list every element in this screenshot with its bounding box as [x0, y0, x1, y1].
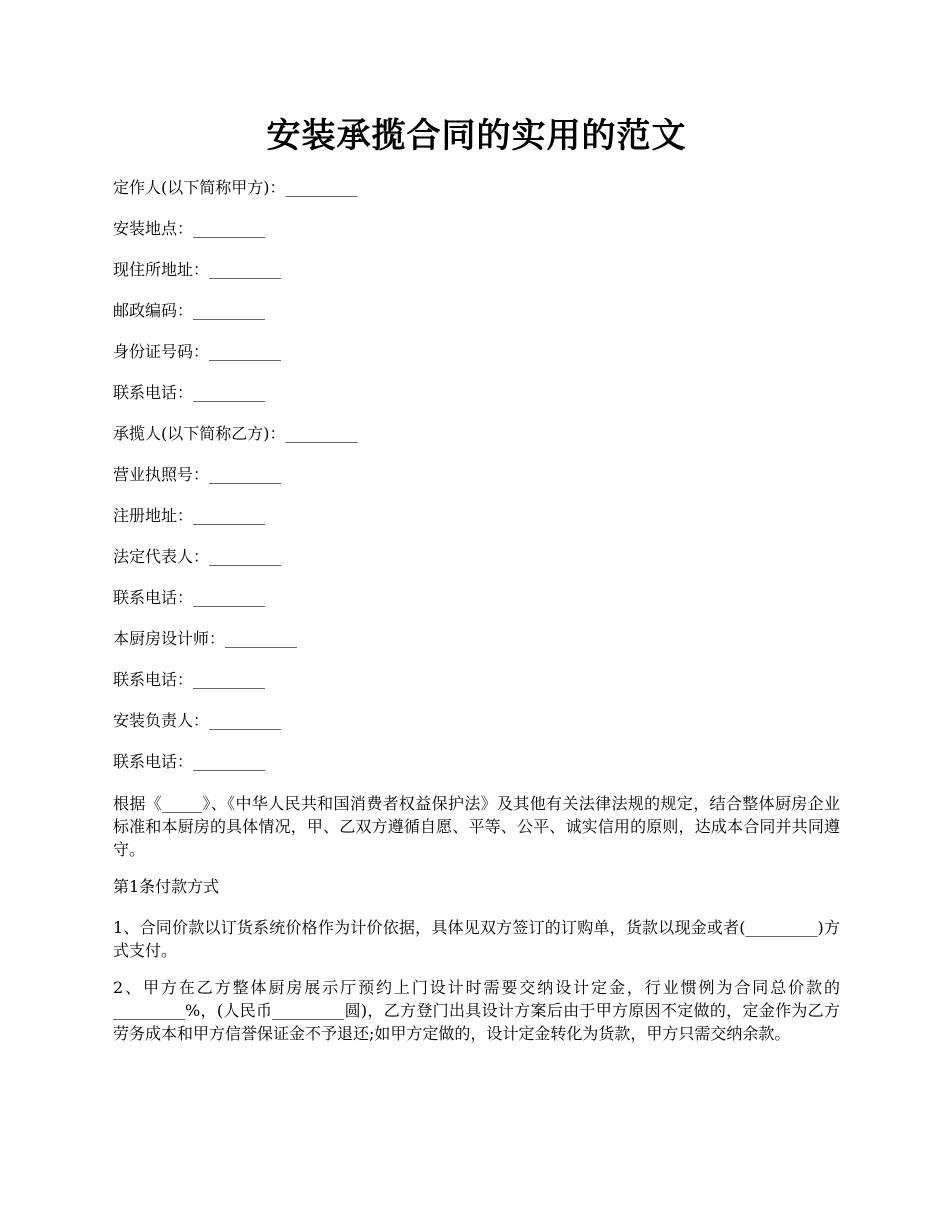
field-legal-representative: 法定代表人：_________: [113, 547, 282, 566]
field-phone-designer: 联系电话：_________: [113, 670, 266, 689]
field-principal: 定作人(以下简称甲方)：_________: [113, 178, 358, 197]
article1-heading: 第1条付款方式: [113, 877, 220, 896]
clause-2: 2、甲方在乙方整体厨房展示厅预约上门设计时需要交纳设计定金，行业惯例为合同总价款的_________%，(人民币_________圆)，乙方登门出具设计方案后由于甲方原因不定做的，定金作为乙方劳务成本和甲方信誉保证金不予退还;如甲方定做的，设计定金转化为货款，甲方只需交纳余款。: [113, 978, 840, 1043]
field-residence-address: 现住所地址：_________: [113, 260, 282, 279]
field-contractor: 承揽人(以下简称乙方)：_________: [113, 424, 358, 443]
field-phone-manager: 联系电话：_________: [113, 752, 266, 771]
field-phone-contractor: 联系电话：_________: [113, 588, 266, 607]
document-page: [113, 112, 840, 1059]
field-phone-principal: 联系电话：_________: [113, 383, 266, 402]
field-business-license: 营业执照号：_________: [113, 465, 282, 484]
intro-paragraph: 根据《_____》、《中华人民共和国消费者权益保护法》及其他有关法律法规的规定，结合整体厨房企业标准和本厨房的具体情况，甲、乙双方遵循自愿、平等、公平、诚实信用的原则，达成本合同并共同遵守。: [113, 794, 840, 859]
field-install-location: 安装地点：_________: [113, 219, 266, 238]
field-postal-code: 邮政编码：_________: [113, 301, 266, 320]
field-install-manager: 安装负责人：_________: [113, 711, 282, 730]
clause-1: 1、合同价款以订货系统价格作为计价依据，具体见双方签订的订购单，货款以现金或者(_________)方式支付。: [113, 918, 840, 960]
field-kitchen-designer: 本厨房设计师：_________: [113, 629, 298, 648]
field-id-number: 身份证号码：_________: [113, 342, 282, 361]
document-title: 安装承揽合同的实用的范文: [266, 116, 687, 156]
field-registered-address: 注册地址：_________: [113, 506, 266, 525]
